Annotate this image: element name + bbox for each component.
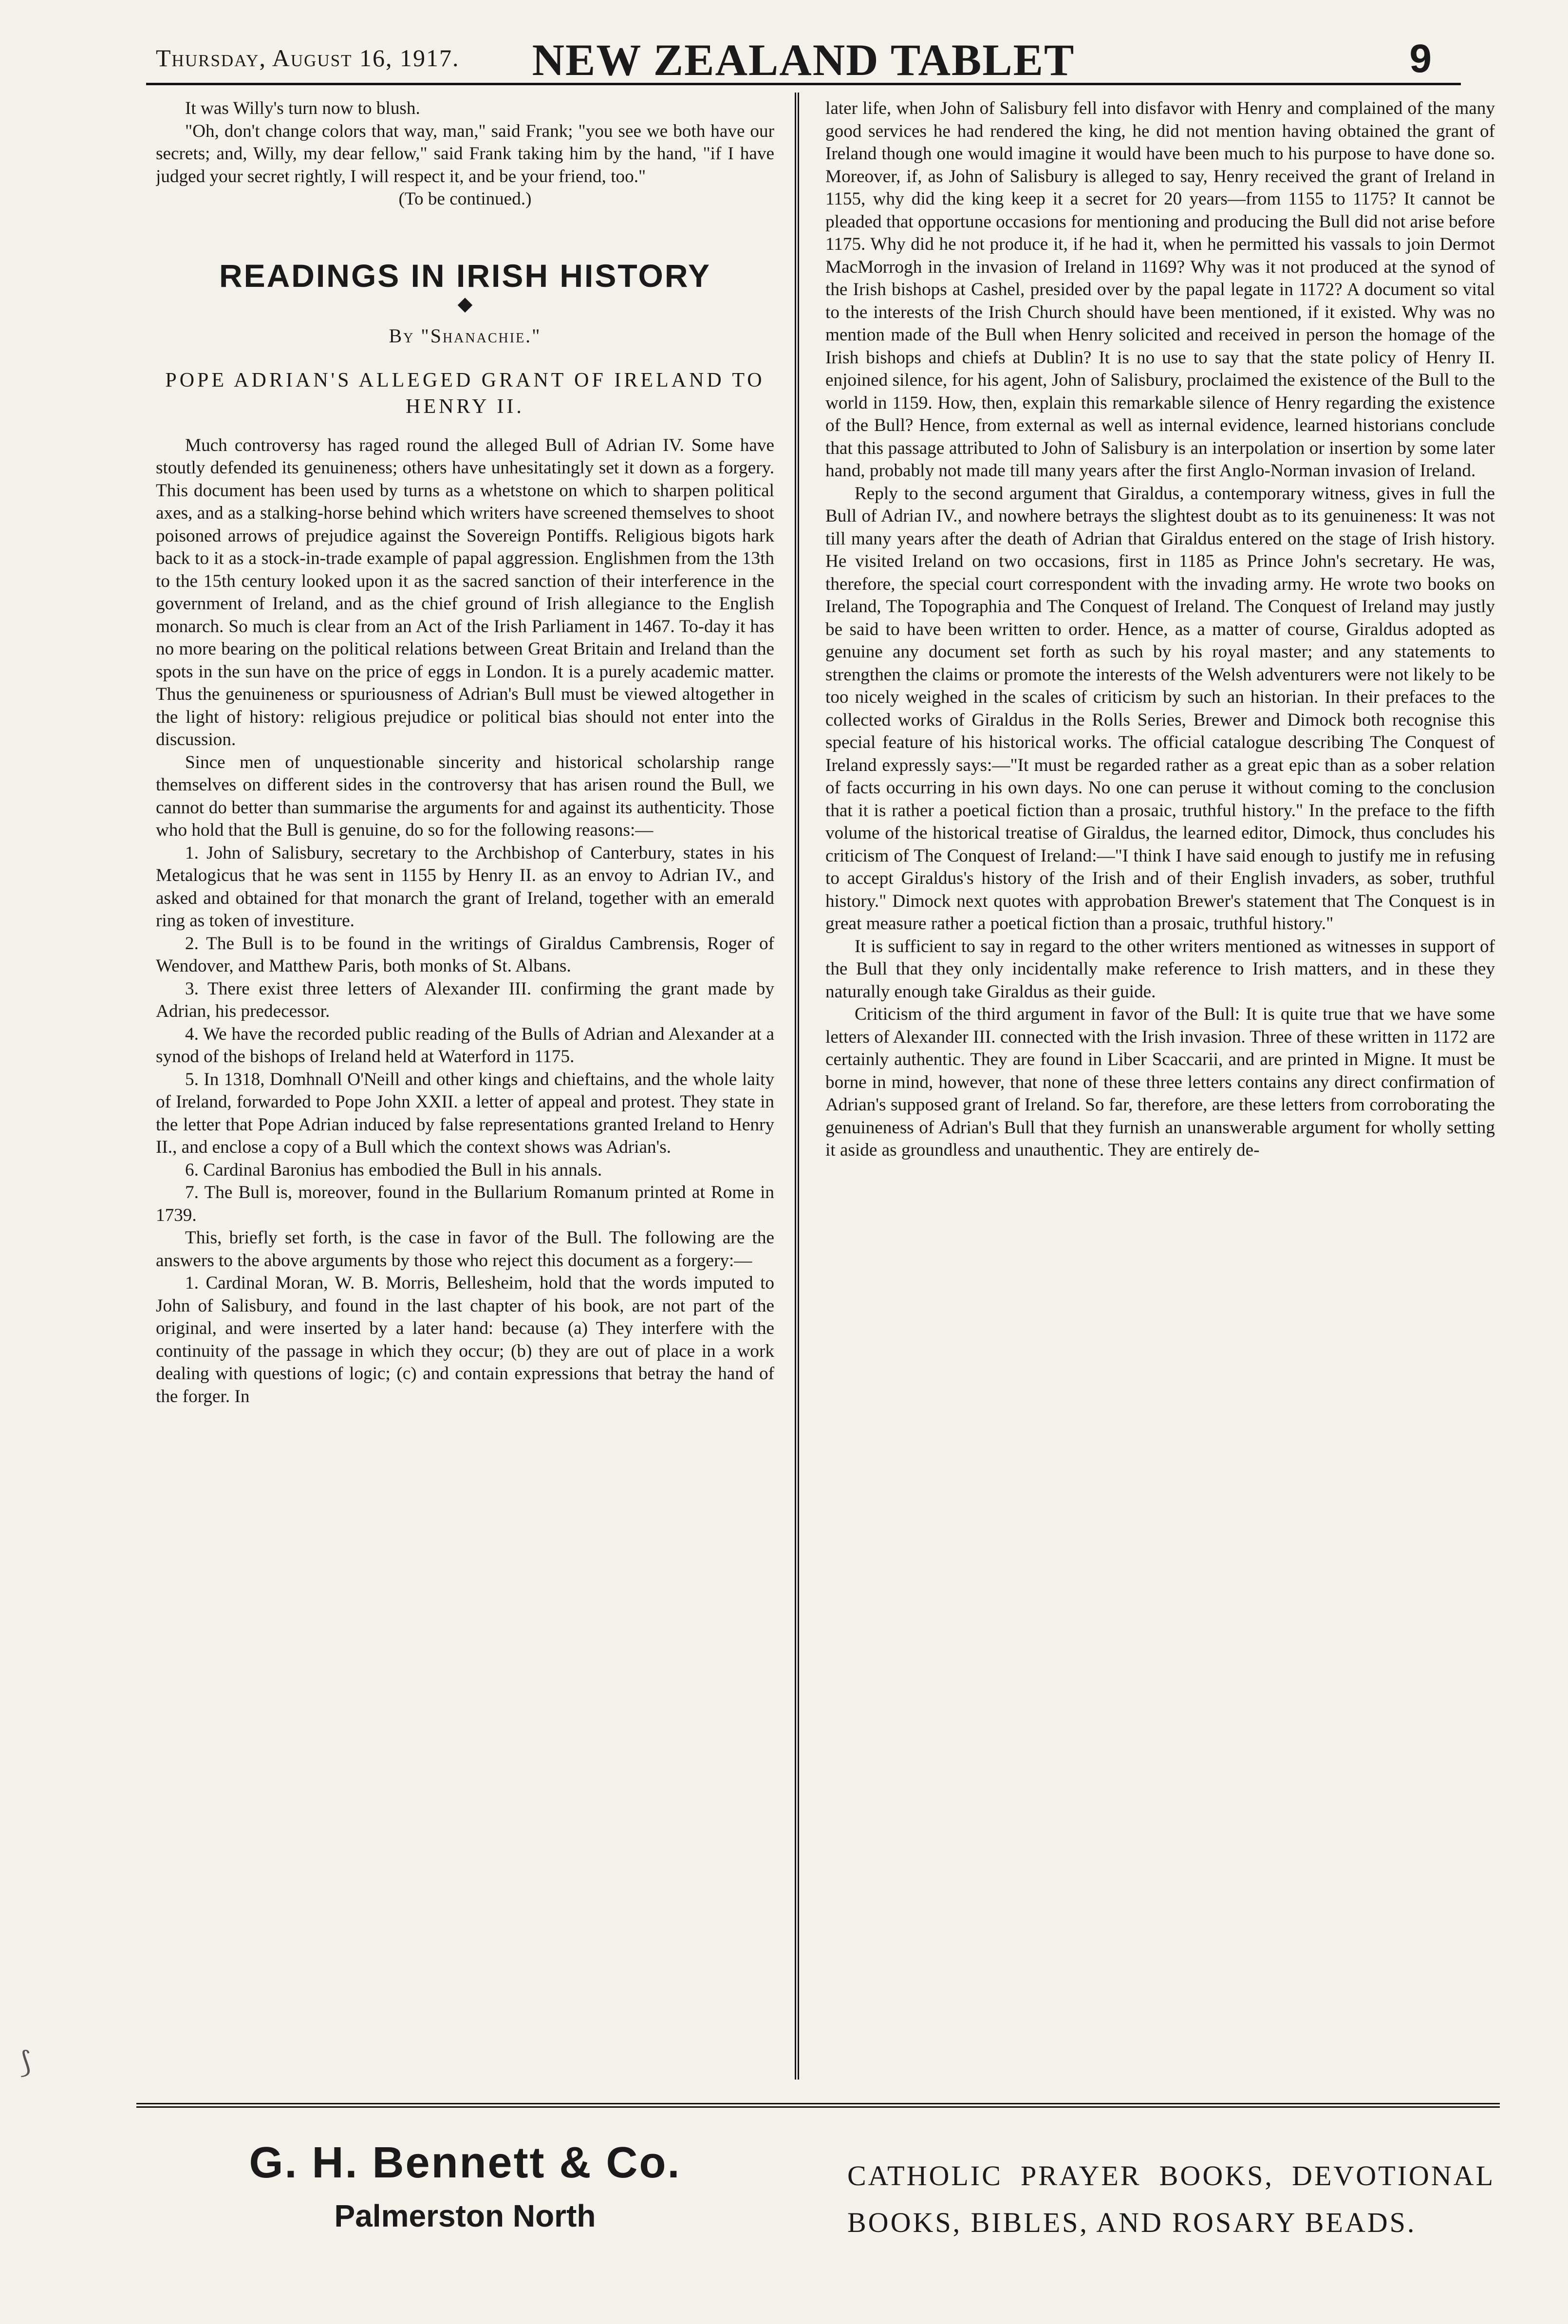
- argument-item: 3. There exist three letters of Alexander III. confirming the grant made by Adrian, his predecessor.: [156, 978, 774, 1021]
- right-column: [825, 97, 1495, 2070]
- article-paragraph: Criticism of the third argument in favor of the Bull: It is quite true that we have some letters of Alexander III. connected with the Irish invasion. Three of these written in 1172 are certainly authentic. They are found in Liber Scaccarii, and are printed in Migne. It must be borne in mind, however, that none of these three letters contains any direct confirmation of Adrian's supposed grant of Ireland. So far, therefore, are these letters from corroborating the genuineness of Adrian's Bull that they furnish an unanswerable argument for wholly setting it aside as groundless and unauthentic. They are entirely de-: [825, 1004, 1495, 1160]
- advertisement-left: [161, 2138, 769, 2234]
- ornament-divider: ◆: [457, 293, 473, 315]
- story-paragraph: "Oh, don't change colors that way, man," said Frank; "you see we both have our secrets; and, Willy, my dear fellow," said Frank taking him by the hand, "if I have judged your secret rightly, I will respect it, and be your friend, too.": [156, 121, 774, 187]
- footer-rule: [136, 2103, 1500, 2108]
- newspaper-title: NEW ZEALAND TABLET: [532, 35, 1075, 85]
- page-number: 9: [1409, 37, 1432, 81]
- article-headline: READINGS IN IRISH HISTORY: [219, 257, 711, 294]
- column-divider: [795, 93, 799, 2080]
- advertiser-town: Palmerston North: [334, 2198, 596, 2233]
- argument-item: 7. The Bull is, moreover, found in the Bullarium Romanum printed at Rome in 1739.: [156, 1182, 774, 1225]
- continued-note: (To be continued.): [398, 189, 532, 209]
- argument-item: 1. Cardinal Moran, W. B. Morris, Bellesheim, hold that the words imputed to John of Salisbury, and found in the last chapter of his book, are not part of the original, and were inserted by a later hand: because (a) They interfere with the continuity of the passage in which they occur; (b) they are out of place in a work dealing with questions of logic; (c) and contain expressions that betray the hand of the forger. In: [156, 1273, 774, 1406]
- article-subhead: POPE ADRIAN'S ALLEGED GRANT OF IRELAND TO HENRY II.: [165, 369, 765, 418]
- article-paragraph: Much controversy has raged round the alleged Bull of Adrian IV. Some have stoutly defended its genuineness; others have unhesitatingly set it down as a forgery. This document has been used by turns as a whetstone on which to sharpen political axes, and as a stalking-horse behind which writers have screened themselves to shoot poisoned arrows of prejudice against the Sovereign Pontiffs. Religious bigots hark back to it as a stock-in-trade example of papal aggression. Englishmen from the 13th to the 15th century looked upon it as the sacred sanction of their interference in the government of Ireland, and as the chief ground of Irish allegiance to the English monarch. So much is clear from an Act of the Irish Parliament in 1467. To-day it has no more bearing on the political relations between Great Britain and Ireland than the spots in the sun have on the price of eggs in London. It is a purely academic matter. Thus the genuineness or spuriousness of Adrian's Bull must be viewed altogether in the light of history: religious prejudice or political bias should not enter into the discussion.: [156, 435, 774, 750]
- advertiser-name: G. H. Bennett & Co.: [249, 2138, 681, 2187]
- article-paragraph: This, briefly set forth, is the case in favor of the Bull. The following are the answers to the above arguments by those who reject this document as a forgery:—: [156, 1228, 774, 1271]
- article-paragraph: Since men of unquestionable sincerity and historical scholarship range themselves on different sides in the controversy that has arisen round the Bull, we cannot do better than summarise the arguments for and against its authenticity. Those who hold that the Bull is genuine, do so for the following reasons:—: [156, 752, 774, 840]
- argument-item: 5. In 1318, Domhnall O'Neill and other kings and chieftains, and the whole laity of Ireland, forwarded to Pope John XXII. a letter of appeal and protest. They state in the letter that Pope Adrian induced by false representations granted Ireland to Henry II., and enclose a copy of a Bull which the context shows was Adrian's.: [156, 1069, 774, 1157]
- left-column: [156, 97, 774, 2070]
- argument-item: 1. John of Salisbury, secretary to the Archbishop of Canterbury, states in his Metalogicus that he was sent in 1155 by Henry II. as an envoy to Adrian IV., and asked and obtained for that monarch the grant of Ireland, together with an emerald ring as token of investiture.: [156, 843, 774, 931]
- article-paragraph: Reply to the second argument that Giraldus, a contemporary witness, gives in full the Bull of Adrian IV., and nowhere betrays the slightest doubt as to its genuineness: It was not till many years after the death of Adrian that Giraldus entered on the stage of Irish history. He visited Ireland on two occasions, first in 1185 as Prince John's secretary. He was, therefore, the special court correspondent with the invading army. He wrote two books on Ireland, The Topographia and The Conquest of Ireland. The Conquest of Ireland may justly be said to have been written to order. Hence, as a matter of course, Giraldus adopted as genuine any document set forth as such by his royal master; and any statements to strengthen the claims or promote the interests of the Welsh adventurers were not likely to be too nicely weighed in the scales of criticism by such an historian. In their prefaces to the collected works of Giraldus in the Rolls Series, Brewer and Dimock both recognise this special feature of his historical works. The official catalogue describing The Conquest of Ireland expressly says:—"It must be regarded rather as a great epic than as a sober relation of facts occurring in his own days. No one can peruse it without coming to the conclusion that it is rather a poetical fiction than a prosaic, truthful history." In the preface to the fifth volume of the historical treatise of Giraldus, the learned editor, Dimock, thus concludes his criticism of The Conquest of Ireland:—"I think I have said enough to justify me in refusing to accept Giraldus's history of the Irish and of their English invaders, as sober, truthful history." Dimock next quotes with approbation Brewer's statement that The Conquest is in great measure rather a poetical fiction than a prosaic, truthful history.": [825, 483, 1495, 934]
- margin-mark-icon: ⟆: [19, 2046, 31, 2079]
- argument-item: 6. Cardinal Baronius has embodied the Bull in his annals.: [185, 1160, 602, 1180]
- article-byline: By "Shanachie.": [389, 325, 541, 347]
- story-paragraph: It was Willy's turn now to blush.: [185, 98, 420, 118]
- article-paragraph: later life, when John of Salisbury fell into disfavor with Henry and complained of the many good services he had rendered the king, he did not mention having obtained the grant of Ireland though one would imagine it would have been much to his purpose to have done so. Moreover, if, as John of Salisbury is alleged to say, Henry received the grant of Ireland in 1155, why did the king keep it a secret for 20 years—from 1155 to 1175? It cannot be pleaded that opportune occasions for mentioning and producing the Bull did not arise before 1175. Why did he not produce it, if he had it, when he permitted his vassals to join Dermot MacMorrogh in the invasion of Ireland in 1169? Why was it not produced at the synod of the Irish bishops at Cashel, presided over by the papal legate in 1172? A document so vital to the interests of the Irish Church should have been mentioned, if it existed. Why was no mention made of the Bull when Henry solicited and received in person the homage of the Irish bishops and chiefs at Dublin? It is no use to say that the state policy of Henry II. enjoined silence, for his agent, John of Salisbury, proclaimed the existence of the Bull to the world in 1159. How, then, explain this remarkable silence of Henry regarding the existence of the Bull? Hence, from external as well as internal evidence, learned historians conclude that this passage attributed to John of Salisbury is an interpolation or insertion by some later hand, probably not made till many years after the first Anglo-Norman invasion of Ireland.: [825, 98, 1495, 481]
- argument-item: 4. We have the recorded public reading of the Bulls of Adrian and Alexander at a synod of the bishops of Ireland held at Waterford in 1175.: [156, 1024, 774, 1067]
- article-paragraph: It is sufficient to say in regard to the other writers mentioned as witnesses in support of the Bull that they only incidentally make reference to Irish matters, and in these they naturally enough take Giraldus as their guide.: [825, 936, 1495, 1002]
- argument-item: 2. The Bull is to be found in the writings of Giraldus Cambrensis, Roger of Wendover, and Matthew Paris, both monks of St. Albans.: [156, 933, 774, 976]
- masthead: [146, 29, 1461, 85]
- issue-date: Thursday, August 16, 1917.: [156, 44, 460, 72]
- advertisement-right: CATHOLIC PRAYER BOOKS, DEVOTIONAL BOOKS, BIBLES, AND ROSARY BEADS.: [847, 2160, 1495, 2238]
